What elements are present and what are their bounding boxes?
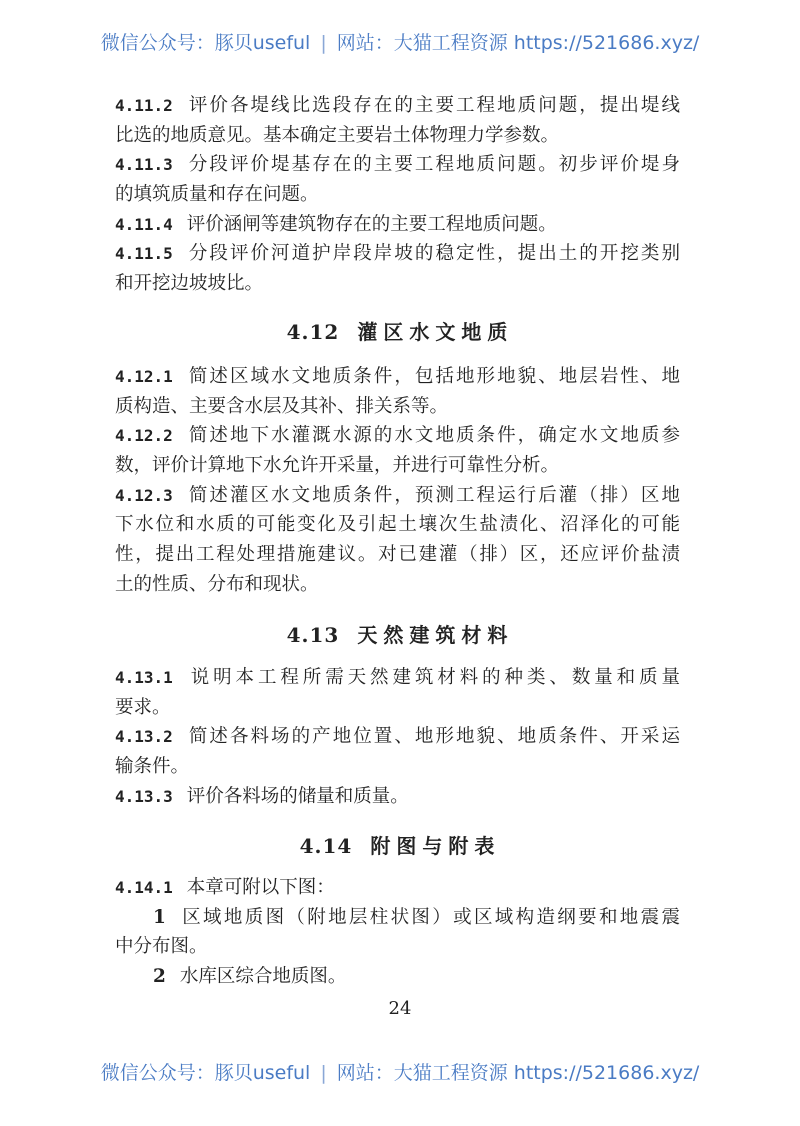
list-item-text: 水库区综合地质图。 <box>179 966 347 988</box>
clause-text: 性，提出工程处理措施建议。对已建灌（排）区，还应评价盐渍 <box>115 544 680 566</box>
section-4-11-body <box>115 91 680 299</box>
paragraph-line <box>115 722 680 752</box>
paragraph-line <box>115 510 680 540</box>
list-item-number: 2 <box>153 966 166 988</box>
clause-text: 评价各料场的储量和质量。 <box>186 785 409 807</box>
clause-text: 分段评价堤基存在的主要工程地质问题。初步评价堤身 <box>186 154 680 176</box>
list-item-text: 区域地质图（附地层柱状图）或区域构造纲要和地震震 <box>179 906 680 928</box>
paragraph-line <box>115 239 680 269</box>
section-heading-4-12 <box>0 316 800 345</box>
list-item-number: 1 <box>153 906 166 928</box>
section-4-13-body <box>115 663 680 811</box>
clause-text: 和开挖边坡坡比。 <box>115 273 264 295</box>
paragraph-line <box>115 663 680 693</box>
paragraph-line <box>115 121 680 151</box>
watermark-text: 微信公众号：豚贝useful <box>100 32 311 54</box>
paragraph-line <box>115 693 680 723</box>
section-4-14-body <box>115 873 680 992</box>
clause-text: 简述地下水灌溉水源的水文地质条件，确定水文地质参 <box>186 425 680 447</box>
watermark-header <box>0 28 800 55</box>
clause-text: 数，评价计算地下水允许开采量，并进行可靠性分析。 <box>115 455 560 477</box>
clause-text: 本章可附以下图： <box>186 877 335 898</box>
clause-text: 输条件。 <box>115 756 190 778</box>
clause-text: 评价涵闸等建筑物存在的主要工程地质问题。 <box>186 213 557 235</box>
paragraph-line <box>115 752 680 782</box>
paragraph-line <box>115 150 680 180</box>
clause-number: 4.13.1 <box>115 668 173 687</box>
list-item-line <box>115 903 680 933</box>
clause-text: 要求。 <box>115 696 171 718</box>
paragraph-line <box>115 91 680 121</box>
watermark-separator: | <box>320 32 327 54</box>
clause-number: 4.12.2 <box>115 426 173 446</box>
paragraph-line <box>115 180 680 210</box>
paragraph-line <box>115 362 680 392</box>
page-number: 24 <box>388 998 412 1019</box>
clause-text: 下水位和水质的可能变化及引起土壤次生盐渍化、沼泽化的可能 <box>115 514 680 536</box>
paragraph-line <box>115 481 680 511</box>
heading-title: 附图与附表 <box>370 834 501 858</box>
list-item-line <box>115 962 680 992</box>
paragraph-line <box>115 269 680 299</box>
clause-number: 4.13.2 <box>115 727 173 747</box>
watermark-footer <box>0 1058 800 1085</box>
clause-text: 质构造、主要含水层及其补、排关系等。 <box>115 395 449 417</box>
paragraph-line <box>115 421 680 451</box>
clause-text: 的填筑质量和存在问题。 <box>115 184 319 206</box>
paragraph-line <box>115 451 680 481</box>
clause-text: 简述各料场的产地位置、地形地貌、地质条件、开采运 <box>186 726 680 748</box>
heading-title: 灌区水文地质 <box>357 320 514 344</box>
heading-number: 4.13 <box>286 623 340 647</box>
paragraph-line <box>115 873 680 903</box>
clause-text: 比选的地质意见。基本确定主要岩土体物理力学参数。 <box>115 124 560 146</box>
watermark-text: 网站：大猫工程资源 https://521686.xyz/ <box>336 1062 700 1084</box>
clause-text: 简述区域水文地质条件，包括地形地貌、地层岩性、地 <box>186 366 680 387</box>
list-item-text: 中分布图。 <box>115 936 208 958</box>
heading-number: 4.12 <box>286 320 340 344</box>
clause-number: 4.12.1 <box>115 367 173 386</box>
paragraph-line <box>115 570 680 600</box>
heading-title: 天然建筑材料 <box>357 623 514 647</box>
paragraph-line <box>115 782 680 812</box>
clause-text: 分段评价河道护岸段岸坡的稳定性，提出土的开挖类别 <box>186 243 680 265</box>
watermark-separator: | <box>320 1062 327 1084</box>
clause-number: 4.11.5 <box>115 244 173 264</box>
watermark-text: 微信公众号：豚贝useful <box>100 1062 311 1084</box>
clause-text: 简述灌区水文地质条件，预测工程运行后灌（排）区地 <box>186 484 680 506</box>
section-4-12-body <box>115 362 680 600</box>
clause-number: 4.12.3 <box>115 485 173 505</box>
section-heading-4-14 <box>0 830 800 859</box>
watermark-text: 网站：大猫工程资源 https://521686.xyz/ <box>336 32 700 54</box>
clause-number: 4.13.3 <box>115 786 173 806</box>
paragraph-line <box>115 540 680 570</box>
clause-number: 4.11.4 <box>115 214 173 234</box>
section-heading-4-13 <box>0 619 800 648</box>
paragraph-line <box>115 210 680 240</box>
clause-text: 说明本工程所需天然建筑材料的种类、数量和质量 <box>186 667 680 688</box>
clause-number: 4.14.1 <box>115 878 173 897</box>
list-item-line <box>115 932 680 962</box>
clause-text: 土的性质、分布和现状。 <box>115 573 319 595</box>
clause-number: 4.11.2 <box>115 96 173 115</box>
heading-number: 4.14 <box>299 834 353 858</box>
clause-number: 4.11.3 <box>115 155 173 175</box>
clause-text: 评价各堤线比选段存在的主要工程地质问题，提出堤线 <box>186 95 680 116</box>
paragraph-line <box>115 392 680 422</box>
